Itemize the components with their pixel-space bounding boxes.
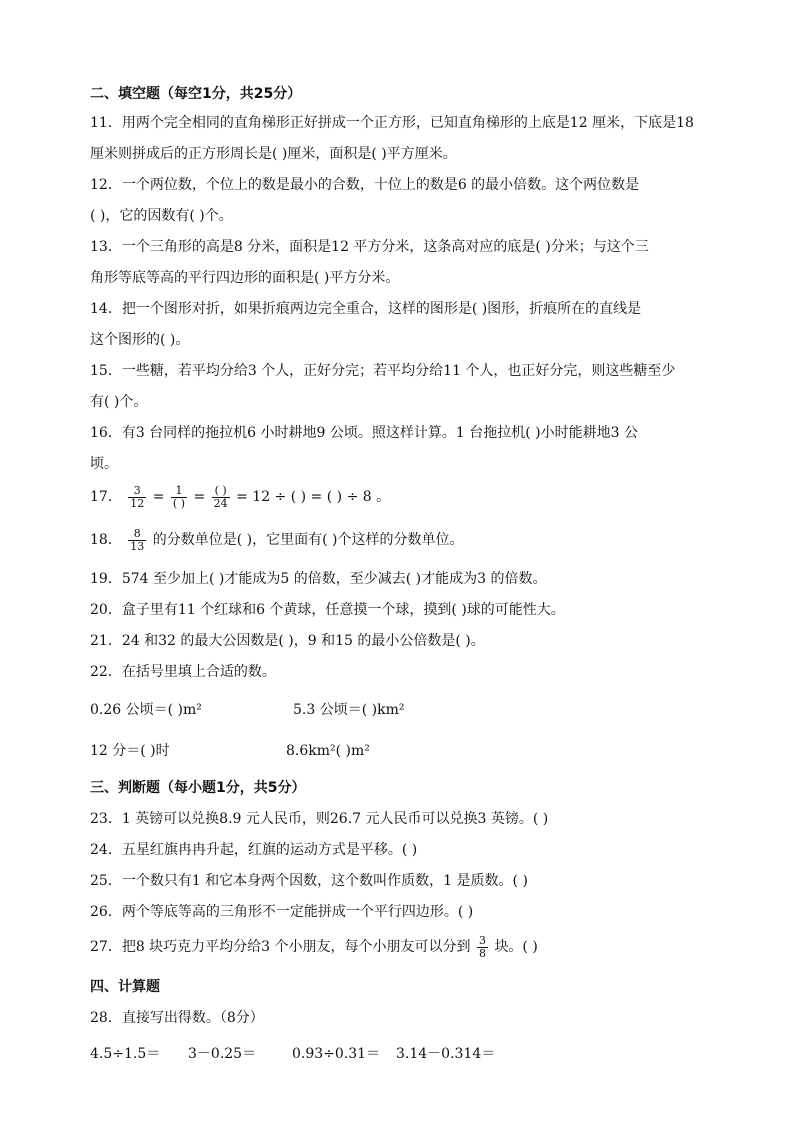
question-14-line-2: 这个图形的( )。 [90, 332, 190, 348]
section-calculation-title: 四、计算题 [90, 979, 160, 995]
fraction-numerator: 3 [128, 485, 146, 498]
question-27 [90, 933, 538, 961]
question-28-title: 28．直接写出得数。（8分） [90, 1010, 264, 1026]
question-22-item-b: 5.3 公顷＝( )km² [293, 702, 405, 718]
question-12-line-1: 12．一个两位数，个位上的数是最小的合数，十位上的数是6 的最小倍数。这个两位数是 [90, 177, 640, 193]
fraction-denominator: 8 [478, 946, 486, 960]
section-fill-in-title: 二、填空题（每空1分，共25分） [90, 86, 302, 102]
section-true-false-title: 三、判断题（每小题1分，共5分） [90, 780, 306, 796]
question-11-line-2: 厘米则拼成后的正方形周长是( )厘米，面积是( )平方厘米。 [90, 146, 457, 162]
fraction-denominator: 12 [130, 496, 145, 510]
fraction-denominator: 24 [213, 496, 228, 510]
fraction-3-12 [128, 485, 146, 510]
fraction-8-13 [128, 528, 146, 553]
question-24: 24．五星红旗冉冉升起，红旗的运动方式是平移。( ) [90, 842, 418, 858]
question-13-line-2: 角形等底等高的平行四边形的面积是( )平方分米。 [90, 270, 400, 286]
calc-expression-2: 3－0.25＝ [188, 1046, 257, 1062]
calc-expression-1: 4.5÷1.5＝ [90, 1046, 161, 1062]
question-17-prefix: 17． [90, 489, 122, 505]
question-13-line-1: 13．一个三角形的高是8 分米，面积是12 平方分米，这条高对应的底是( )分米；与这个三 [90, 239, 649, 255]
calc-expression-3: 0.93÷0.31＝ [292, 1046, 381, 1062]
question-23: 23．1 英镑可以兑换8.9 元人民币，则26.7 元人民币可以兑换3 英镑。( ) [90, 811, 549, 827]
fraction-numerator: 3 [478, 933, 486, 947]
question-22-item-a: 0.26 公顷＝( )m² [90, 702, 202, 718]
fraction-3-8 [477, 935, 488, 960]
question-22-item-d: 8.6km²( )m² [286, 743, 370, 759]
question-18-prefix: 18． [90, 532, 122, 548]
question-18 [90, 526, 463, 554]
fraction-denominator: ( ) [172, 496, 186, 510]
question-22-item-c: 12 分＝( )时 [90, 743, 170, 759]
question-25: 25．一个数只有1 和它本身两个因数，这个数叫作质数，1 是质数。( ) [90, 873, 528, 889]
question-12-line-2: ( )，它的因数有( )个。 [90, 208, 233, 224]
question-14-line-1: 14．把一个图形对折，如果折痕两边完全重合，这样的图形是( )图形，折痕所在的直线是 [90, 301, 642, 317]
question-16-line-1: 16．有3 台同样的拖拉机6 小时耕地9 公顷。照这样计算。1 台拖拉机( )小时能耕地3 公 [90, 425, 638, 441]
fraction-numerator: 1 [171, 485, 187, 498]
question-27-pre: 27．把8 块巧克力平均分给3 个小朋友，每个小朋友可以分到 [90, 939, 471, 955]
question-19: 19．574 至少加上( )才能成为5 的倍数，至少减去( )才能成为3 的倍数。 [90, 571, 547, 587]
question-27-post: 块。( ) [494, 939, 538, 955]
question-15-line-1: 15．一些糖，若平均分给3 个人，正好分完；若平均分给11 个人，也正好分完，则这些糖至少 [90, 363, 676, 379]
fraction-denominator: 13 [130, 539, 145, 553]
question-17-rest: = 12 ÷ ( ) = ( ) ÷ 8 。 [236, 489, 391, 505]
fraction-numerator: ( ) [212, 485, 230, 498]
calc-expression-4: 3.14－0.314＝ [396, 1046, 496, 1062]
question-18-rest: 的分数单位是( )，它里面有( )个这样的分数单位。 [152, 532, 464, 548]
question-20: 20．盒子里有11 个红球和6 个黄球，任意摸一个球，摸到( )球的可能性大。 [90, 602, 565, 618]
fraction-1-blank [171, 485, 187, 510]
question-16-line-2: 顷。 [90, 456, 118, 472]
question-15-line-2: 有( )个。 [90, 394, 148, 410]
fraction-blank-24 [212, 485, 230, 510]
question-17 [90, 483, 390, 511]
question-22-title: 22．在括号里填上合适的数。 [90, 664, 276, 680]
question-26: 26．两个等底等高的三角形不一定能拼成一个平行四边形。( ) [90, 904, 474, 920]
question-11-line-1: 11．用两个完全相同的直角梯形正好拼成一个正方形，已知直角梯形的上底是12 厘米，下底是18 [90, 115, 694, 131]
question-21: 21．24 和32 的最大公因数是( )，9 和15 的最小公倍数是( )。 [90, 633, 485, 649]
equals-sign: = [193, 489, 206, 505]
equals-sign: = [152, 489, 165, 505]
fraction-numerator: 8 [128, 528, 146, 541]
